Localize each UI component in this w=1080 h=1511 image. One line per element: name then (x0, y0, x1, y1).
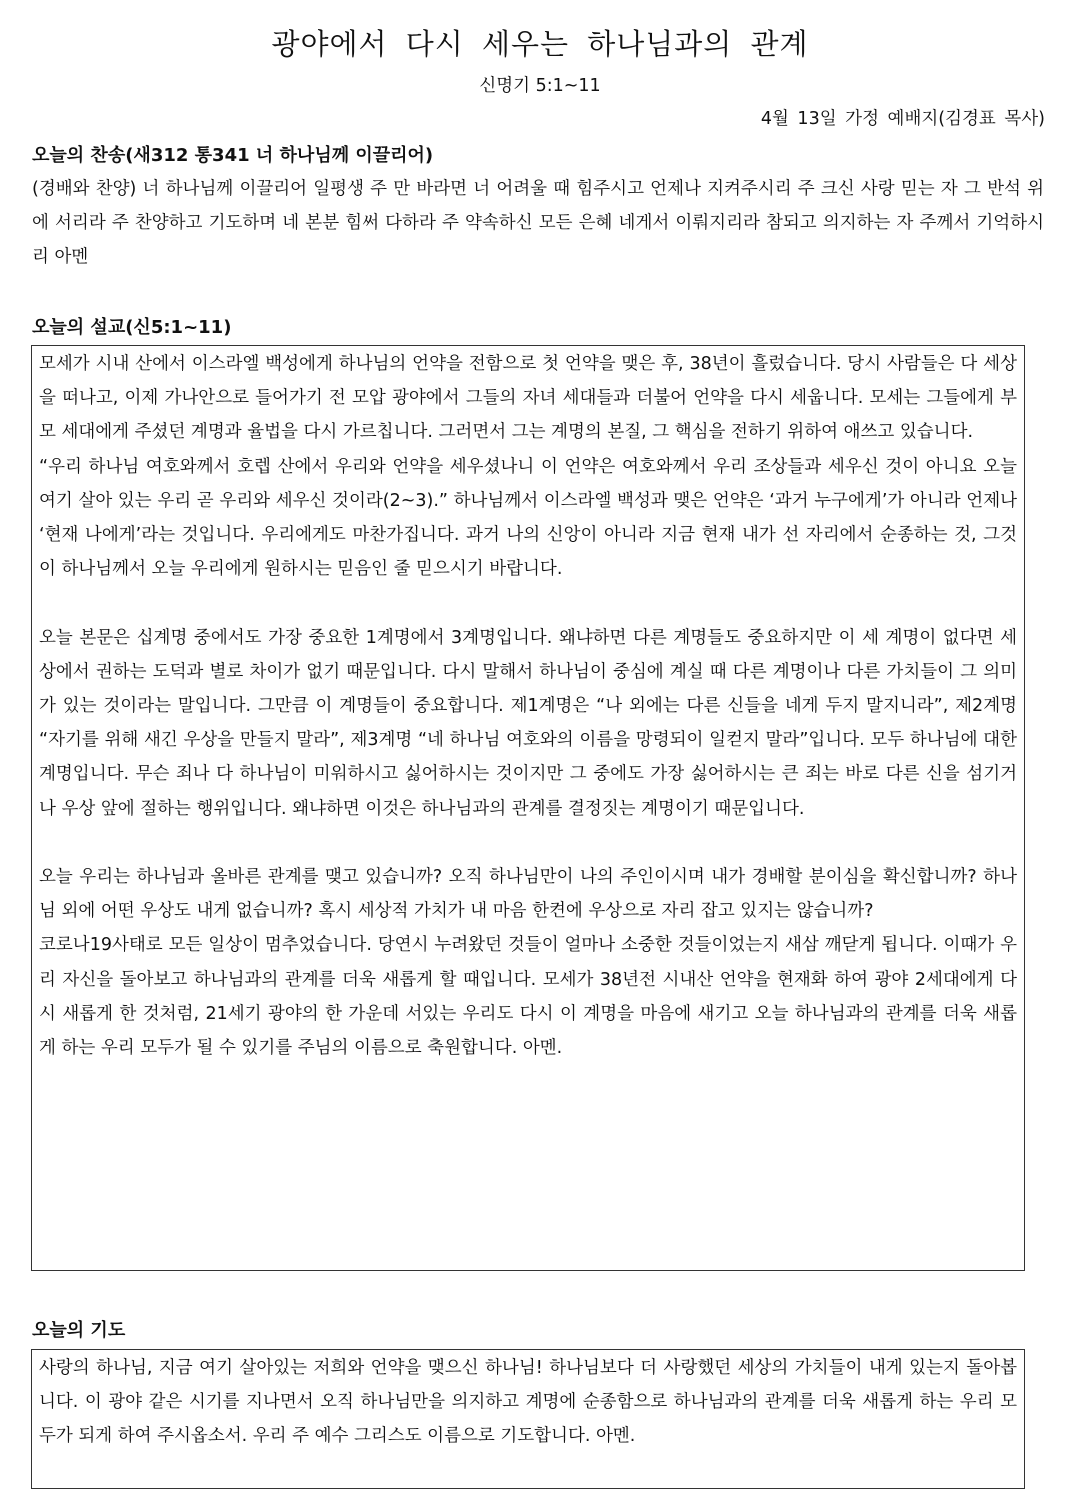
scripture-reference: 신명기 5:1~11 (479, 76, 601, 96)
sermon-paragraph-4: 오늘 우리는 하나님과 올바른 관계를 맺고 있습니까? 오직 하나님만이 나의 주인이시며 내가 경배할 분이심을 확신합니까? 하나님 외에 어떤 우상도 내게 없습니까? 혹시 세상적 가치가 내 마음 한켠에 우상으로 자리 잡고 있지는 않습니까? (39, 867, 1017, 922)
sermon-paragraph-5: 코로나19사태로 모든 일상이 멈추었습니다. 당연시 누려왔던 것들이 얼마나 소중한 것들이었는지 새삼 깨닫게 됩니다. 이때가 우리 자신을 돌아보고 하나님과의 관계를 더욱 새롭게 할 때입니다. 모세가 38년전 시내산 언약을 현재화 하여 광야 2세대에게 다시 새롭게 한 것처럼, 21세기 광야의 한 가운데 서있는 우리도 다시 이 계명을 마음에 새기고 오늘 하나님과의 관계를 더욱 새롭게 하는 우리 모두가 될 수 있기를 주님의 이름으로 축원합니다. 아멘. (39, 935, 1017, 1059)
sermon-paragraph-3: 오늘 본문은 십계명 중에서도 가장 중요한 1계명에서 3계명입니다. 왜냐하면 다른 계명들도 중요하지만 이 세 계명이 없다면 세상에서 권하는 도덕과 별로 차이가 없기 때문입니다. 다시 말해서 하나님이 중심에 계실 때 다른 계명이나 다른 가치들이 그 의미가 있는 것이라는 말입니다. 그만큼 이 계명들이 중요합니다. 제1계명은 “나 외에는 다른 신들을 네게 두지 말지니라”, 제2계명 “자기를 위해 새긴 우상을 만들지 말라”, 제3계명 “네 하나님 여호와의 이름을 망령되이 일컫지 말라”입니다. 모두 하나님에 대한 계명입니다. 무슨 죄나 다 하나님이 미워하시고 싫어하시는 것이지만 그 중에도 가장 싫어하시는 큰 죄는 바로 다른 신을 섬기거나 우상 앞에 절하는 행위입니다. 왜냐하면 이것은 하나님과의 관계를 결정짓는 계명이기 때문입니다. (39, 627, 1017, 819)
page-title: 광야에서 다시 세우는 하나님과의 관계 (271, 27, 809, 61)
prayer-text: 사랑의 하나님, 지금 여기 살아있는 저희와 언약을 맺으신 하나님! 하나님보다 더 사랑했던 세상의 가치들이 내게 있는지 돌아봅니다. 이 광야 같은 시기를 지나면서 오직 하나님만을 의지하고 계명에 순종함으로 하나님과의 관계를 더욱 새롭게 하는 우리 모두가 되게 하여 주시옵소서. 우리 주 예수 그리스도 이름으로 기도합니다. 아멘. (39, 1358, 1017, 1447)
hymn-heading: 오늘의 찬송(새312 통341 너 하나님께 이끌리어) (32, 145, 434, 166)
prayer-heading: 오늘의 기도 (32, 1320, 126, 1341)
hymn-lyrics: (경배와 찬양) 너 하나님께 이끌리어 일평생 주 만 바라면 너 어려울 때 힘주시고 언제나 지켜주시리 주 크신 사랑 믿는 자 그 반석 위에 서리라 주 찬양하고 기도하며 네 본분 힘써 다하라 주 약속하신 모든 은혜 네게서 이뤄지리라 참되고 의지하는 자 주께서 기억하시리 아멘 (32, 179, 1044, 267)
sermon-box (31, 345, 1025, 1271)
prayer-box (31, 1349, 1025, 1489)
sermon-heading: 오늘의 설교(신5:1~11) (32, 317, 232, 338)
date-author-line: 4월 13일 가정 예배지(김경표 목사) (760, 109, 1045, 129)
sermon-paragraph-2: “우리 하나님 여호와께서 호렙 산에서 우리와 언약을 세우셨나니 이 언약은 여호와께서 우리 조상들과 세우신 것이 아니요 오늘 여기 살아 있는 우리 곧 우리와 세우신 것이라(2~3).” 하나님께서 이스라엘 백성과 맺은 언약은 ‘과거 누구에게’가 아니라 언제나 ‘현재 나에게’라는 것입니다. 우리에게도 마찬가집니다. 과거 나의 신앙이 아니라 지금 현재 내가 선 자리에서 순종하는 것, 그것이 하나님께서 오늘 우리에게 원하시는 믿음인 줄 믿으시기 바랍니다. (39, 456, 1017, 580)
sermon-paragraph-1: 모세가 시내 산에서 이스라엘 백성에게 하나님의 언약을 전함으로 첫 언약을 맺은 후, 38년이 흘렀습니다. 당시 사람들은 다 세상을 떠나고, 이제 가나안으로 들어가기 전 모압 광야에서 그들의 자녀 세대들과 더불어 언약을 다시 세웁니다. 모세는 그들에게 부모 세대에게 주셨던 계명과 율법을 다시 가르칩니다. 그러면서 그는 계명의 본질, 그 핵심을 전하기 위하여 애쓰고 있습니다. (39, 354, 1017, 443)
